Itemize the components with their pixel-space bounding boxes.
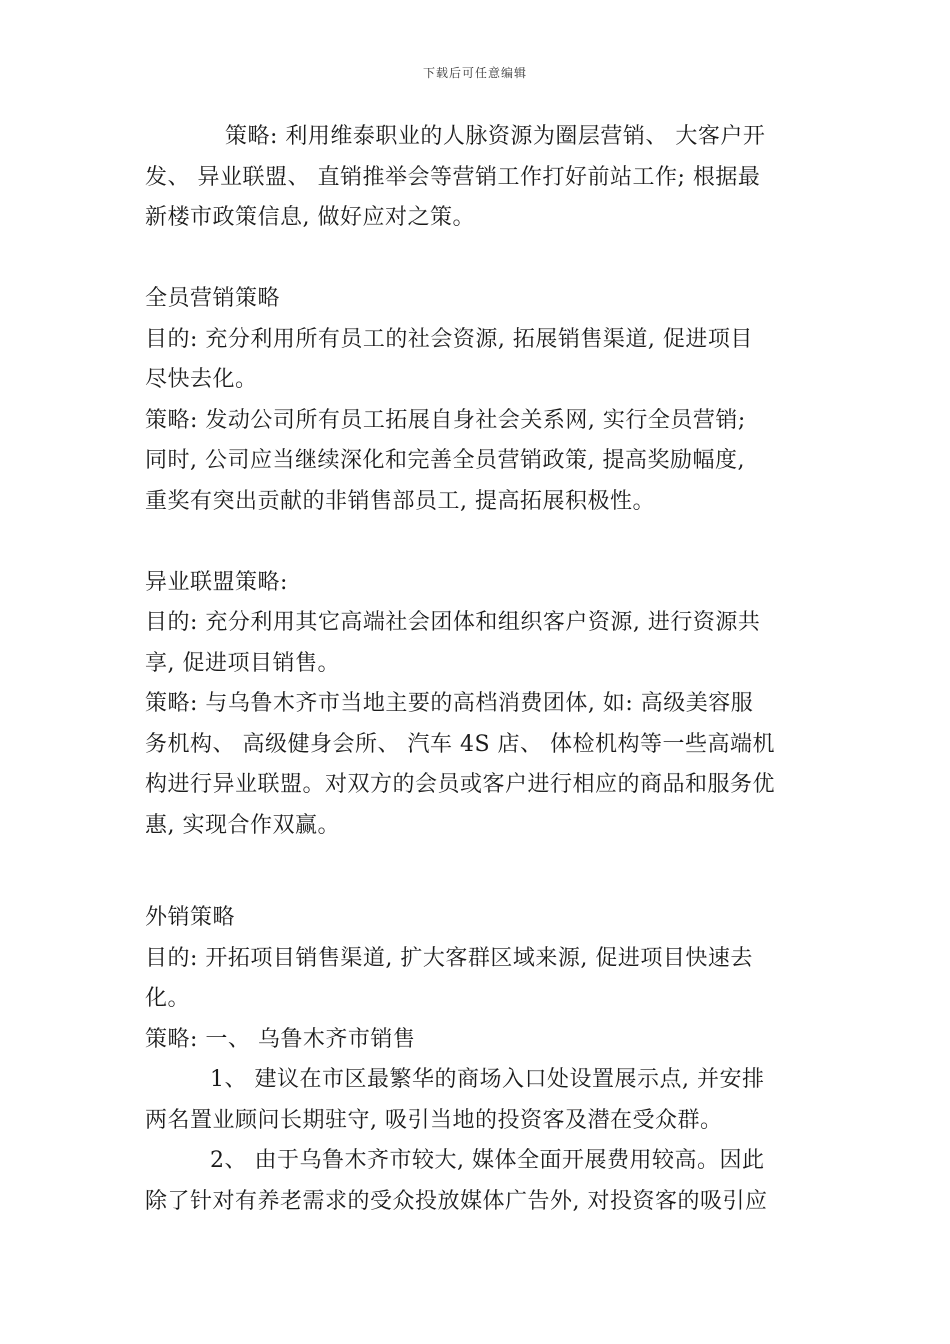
section-title: 异业联盟策略:: [145, 569, 288, 595]
intro-section: [145, 117, 800, 239]
paragraph-line: 化。: [145, 986, 191, 1011]
paragraph-line: 策略: 发动公司所有员工拓展自身社会关系网, 实行全员营销;: [145, 407, 746, 433]
paragraph-line: 目的: 充分利用其它高端社会团体和组织客户资源, 进行资源共: [145, 610, 761, 635]
document-body: [145, 117, 800, 1222]
list-item-line: 除了针对有养老需求的受众投放媒体广告外, 对投资客的吸引应: [145, 1188, 768, 1214]
paragraph-line: 新楼市政策信息, 做好应对之策。: [145, 205, 475, 230]
paragraph-line: 目的: 开拓项目销售渠道, 扩大客群区域来源, 促进项目快速去: [145, 945, 753, 971]
paragraph-line: 策略: 一、 乌鲁木齐市销售: [145, 1026, 416, 1052]
paragraph-line: 目的: 充分利用所有员工的社会资源, 拓展销售渠道, 促进项目: [145, 326, 753, 352]
paragraph-line: 策略: 利用维泰职业的人脉资源为圈层营销、 大客户开: [225, 124, 766, 149]
list-item-line: 两名置业顾问长期驻守, 吸引当地的投资客及潜在受众群。: [145, 1107, 723, 1133]
page-header: 下载后可任意编辑: [422, 66, 527, 80]
paragraph-line: 享, 促进项目销售。: [145, 650, 340, 676]
paragraph-line: 构进行异业联盟。对双方的会员或客户进行相应的商品和服务优: [145, 772, 776, 797]
spacer: [145, 846, 800, 898]
list-item-line: 1、 建议在市区最繁华的商场入口处设置展示点, 并安排: [210, 1067, 765, 1092]
paragraph-line: 务机构、 高级健身会所、 汽车 4S 店、 体检机构等一些高端机: [145, 731, 776, 757]
paragraph-line: 重奖有突出贡献的非销售部员工, 提高拓展积极性。: [145, 488, 655, 514]
external-sales-section: [145, 898, 800, 1222]
paragraph-line: 尽快去化。: [145, 367, 258, 392]
paragraph-line: 策略: 与乌鲁木齐市当地主要的高档消费团体, 如: 高级美容服: [145, 691, 754, 716]
spacer: [145, 522, 800, 563]
paragraph-line: 发、 异业联盟、 直销推举会等营销工作打好前站工作; 根据最: [145, 164, 761, 190]
paragraph-line: 惠, 实现合作双赢。: [145, 812, 340, 838]
section-title: 全员营销策略: [145, 286, 281, 311]
spacer: [145, 239, 800, 280]
list-item-line: 2、 由于乌鲁木齐市较大, 媒体全面开展费用较高。因此: [210, 1148, 765, 1173]
all-staff-section: [145, 279, 800, 522]
alliance-section: [145, 563, 800, 847]
paragraph-line: 同时, 公司应当继续深化和完善全员营销政策, 提高奖励幅度,: [145, 448, 745, 473]
section-title: 外销策略: [145, 905, 236, 930]
